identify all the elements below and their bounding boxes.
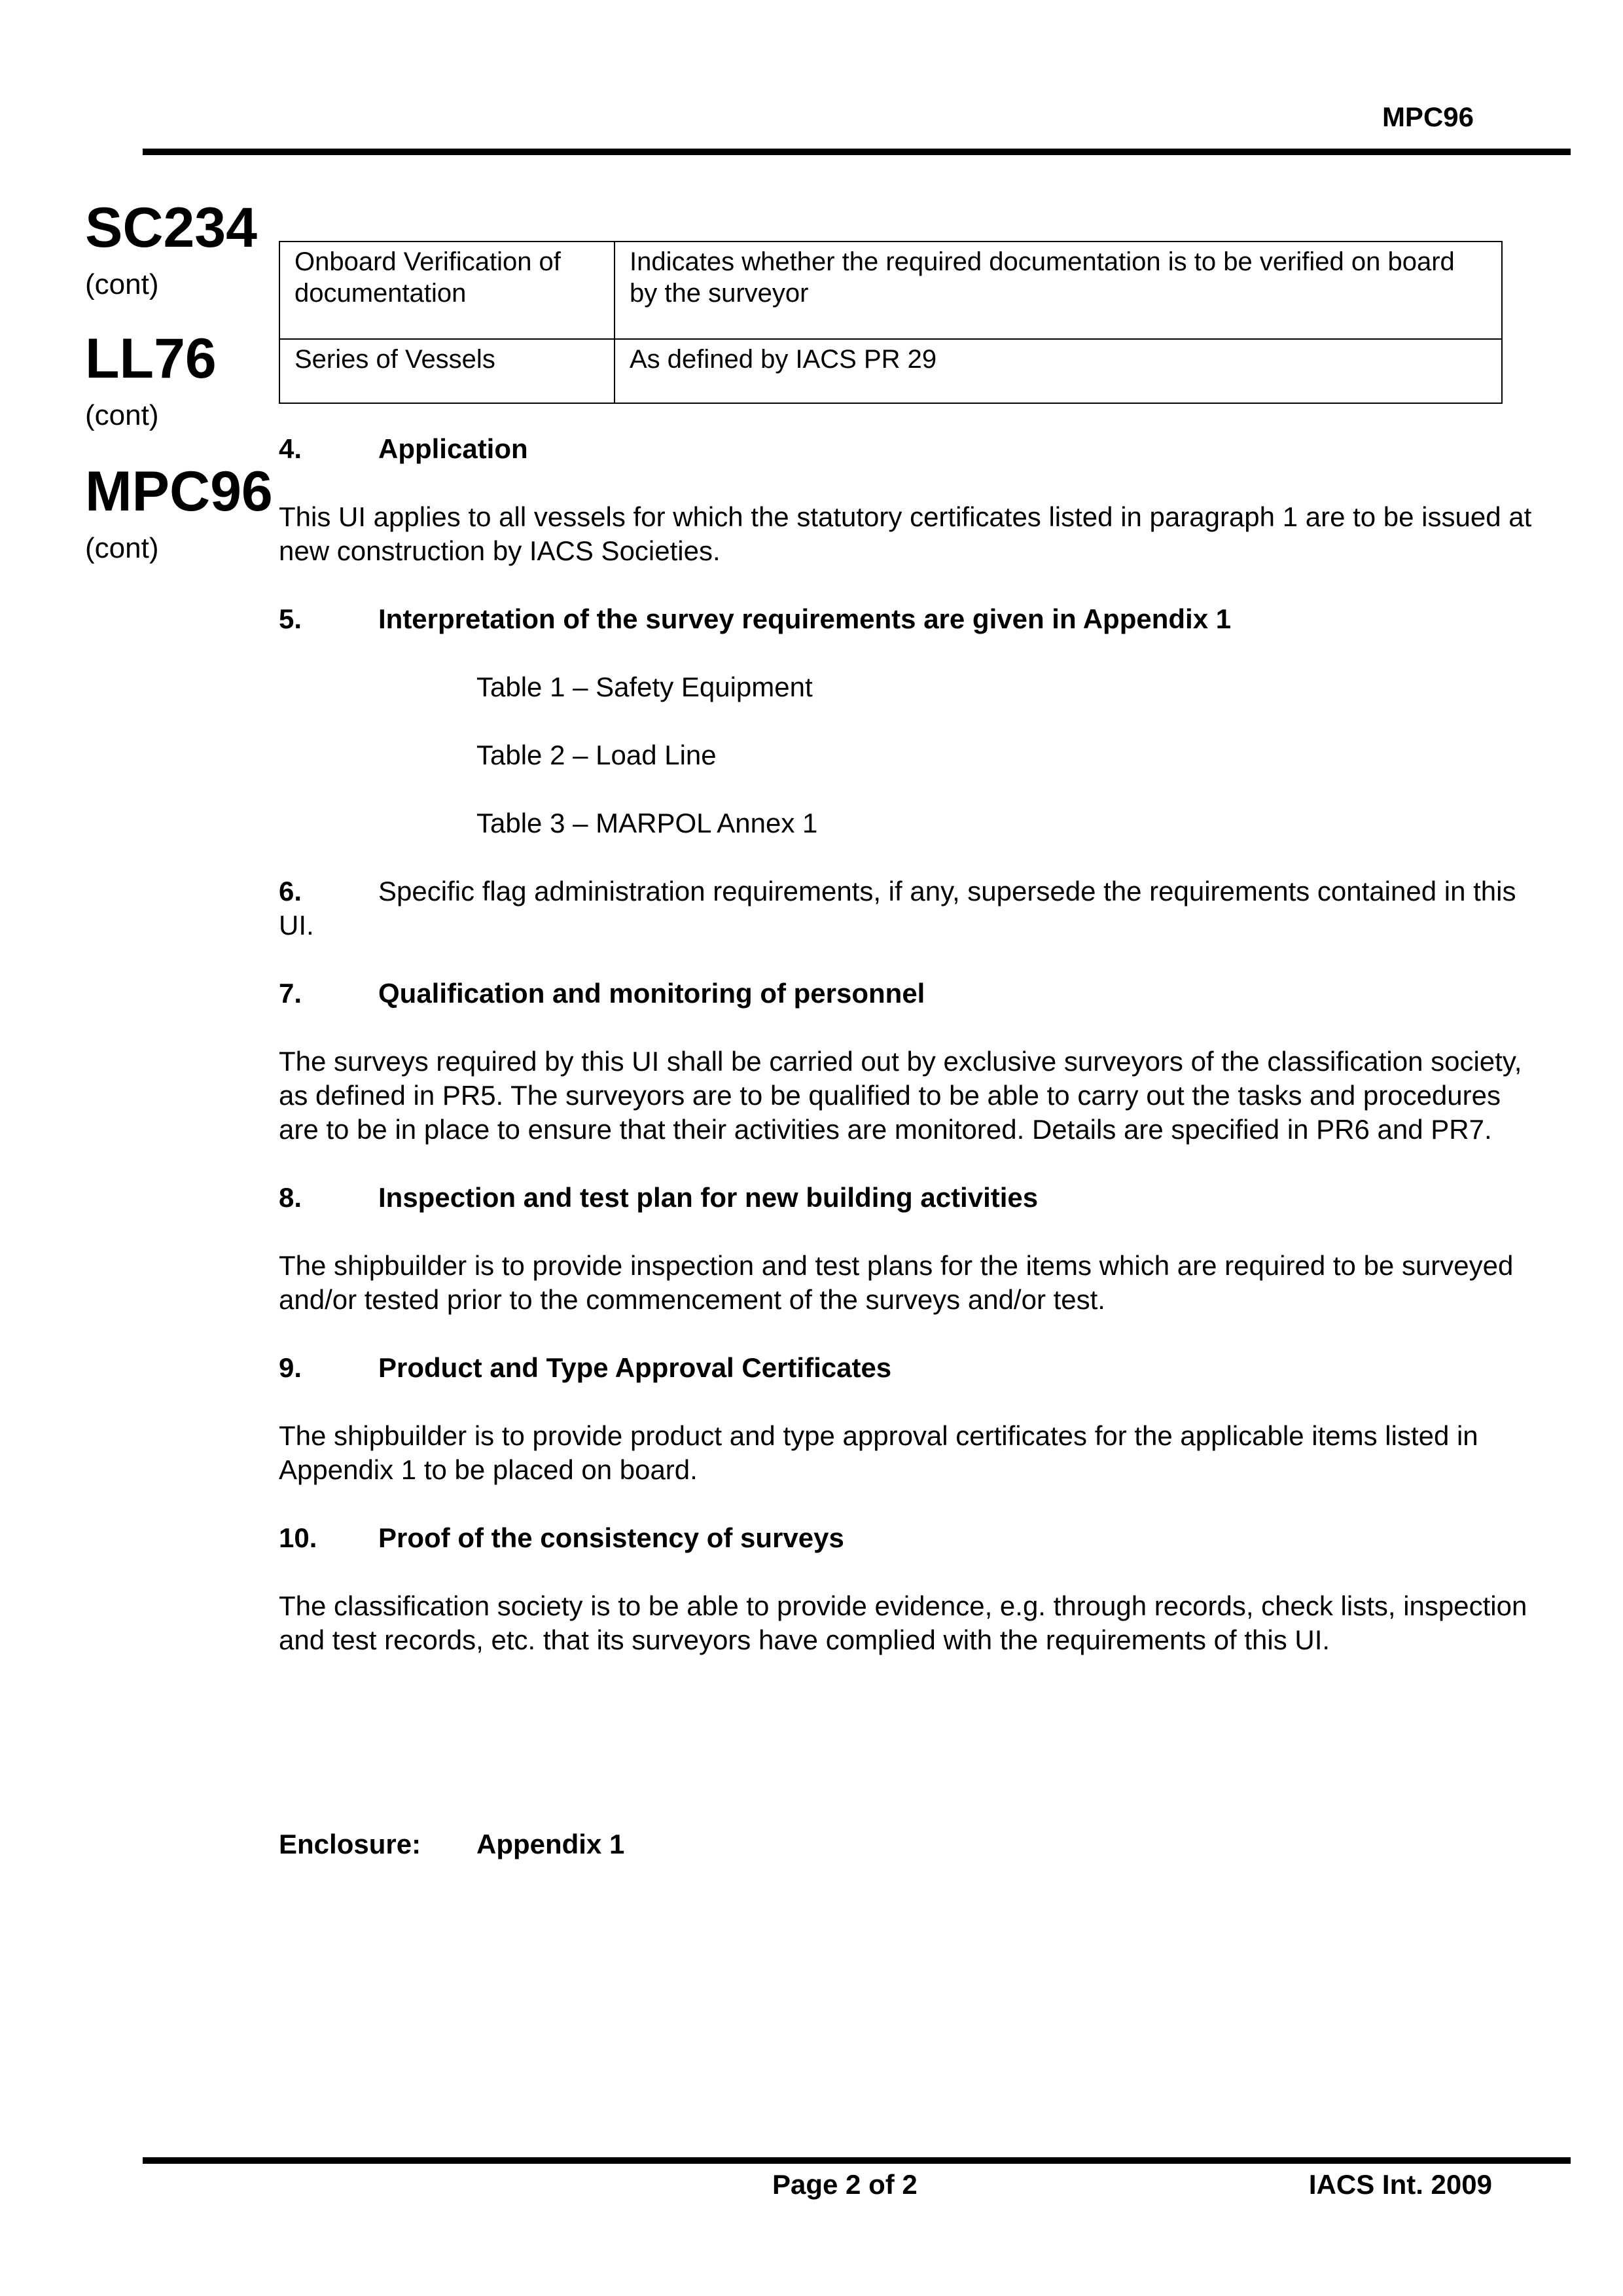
enclosure-value: Appendix 1 — [476, 1829, 625, 1859]
header-rule — [143, 149, 1571, 155]
section-title: Inspection and test plan for new building activities — [378, 1182, 1039, 1213]
definitions-table — [279, 241, 1503, 404]
section-4-heading — [279, 432, 1546, 466]
sidebar-cont: (cont) — [85, 399, 159, 431]
section-5-heading — [279, 602, 1546, 636]
table-cell-term: Onboard Verification of documentation — [279, 242, 615, 339]
section-title: Proof of the consistency of surveys — [378, 1522, 844, 1553]
section-7-body: The surveys required by this UI shall be carried out by exclusive surveyors of the classification society, as defined in PR5. The surveyors are to be qualified to be able to carry out the tasks and procedures are to be in place to ensure that their activities are monitored. Details are specified in PR6 and PR7. — [279, 1046, 1522, 1145]
section-number: 8. — [279, 1182, 302, 1213]
sidebar-ref-sc234 — [85, 196, 281, 300]
section-number: 6. — [279, 876, 302, 906]
appendix-table-item: Table 3 – MARPOL Annex 1 — [476, 808, 818, 838]
section-number: 7. — [279, 978, 302, 1009]
page-number: Page 2 of 2 — [772, 2169, 918, 2200]
section-6-body: Specific flag administration requirements, if any, supersede the requirements contained in this UI. — [279, 876, 1516, 941]
sidebar-code: SC234 — [85, 196, 257, 259]
section-number: 10. — [279, 1522, 317, 1553]
section-title: Qualification and monitoring of personnel — [378, 978, 925, 1009]
table-row — [279, 339, 1502, 403]
table-cell-term: Series of Vessels — [279, 339, 615, 403]
sidebar-ref-ll76 — [85, 327, 281, 431]
section-number: 5. — [279, 603, 302, 634]
section-title: Application — [378, 433, 528, 464]
sidebar-cont: (cont) — [85, 268, 159, 300]
section-7-heading — [279, 977, 1546, 1011]
section-title: Interpretation of the survey requirements are given in Appendix 1 — [378, 603, 1232, 634]
document-body — [279, 432, 1546, 1861]
section-title: Product and Type Approval Certificates — [378, 1352, 892, 1383]
section-10-heading — [279, 1521, 1546, 1555]
section-number: 4. — [279, 433, 302, 464]
sidebar-code: MPC96 — [85, 460, 273, 523]
enclosure-label: Enclosure: — [279, 1829, 421, 1859]
section-10-body: The classification society is to be able to provide evidence, e.g. through records, check lists, inspection and test records, etc. that its surveyors have complied with the requirements of this UI. — [279, 1590, 1527, 1655]
footer-org-year: IACS Int. 2009 — [1308, 2169, 1492, 2200]
sidebar-code: LL76 — [85, 327, 217, 390]
sidebar-ref-mpc96 — [85, 460, 281, 564]
footer-rule — [143, 2157, 1571, 2164]
header-document-code: MPC96 — [1382, 101, 1474, 132]
section-4-body: This UI applies to all vessels for which the statutory certificates listed in paragraph 1 are to be issued at new construction by IACS Societies. — [279, 501, 1532, 566]
sidebar-cont: (cont) — [85, 532, 159, 564]
appendix-table-item: Table 2 – Load Line — [476, 740, 717, 770]
section-8-heading — [279, 1181, 1546, 1215]
table-cell-definition: Indicates whether the required documentation is to be verified on board by the surveyor — [615, 242, 1502, 339]
appendix-table-item: Table 1 – Safety Equipment — [476, 672, 813, 702]
table-cell-definition: As defined by IACS PR 29 — [615, 339, 1502, 403]
section-8-body: The shipbuilder is to provide inspection and test plans for the items which are required to be surveyed and/or tested prior to the commencement of the surveys and/or test. — [279, 1250, 1514, 1315]
section-6-paragraph — [279, 874, 1546, 942]
table-row — [279, 242, 1502, 339]
section-9-heading — [279, 1351, 1546, 1385]
section-number: 9. — [279, 1352, 302, 1383]
section-9-body: The shipbuilder is to provide product and type approval certificates for the applicable items listed in Appendix 1 to be placed on board. — [279, 1420, 1478, 1485]
enclosure-line — [279, 1827, 1546, 1861]
